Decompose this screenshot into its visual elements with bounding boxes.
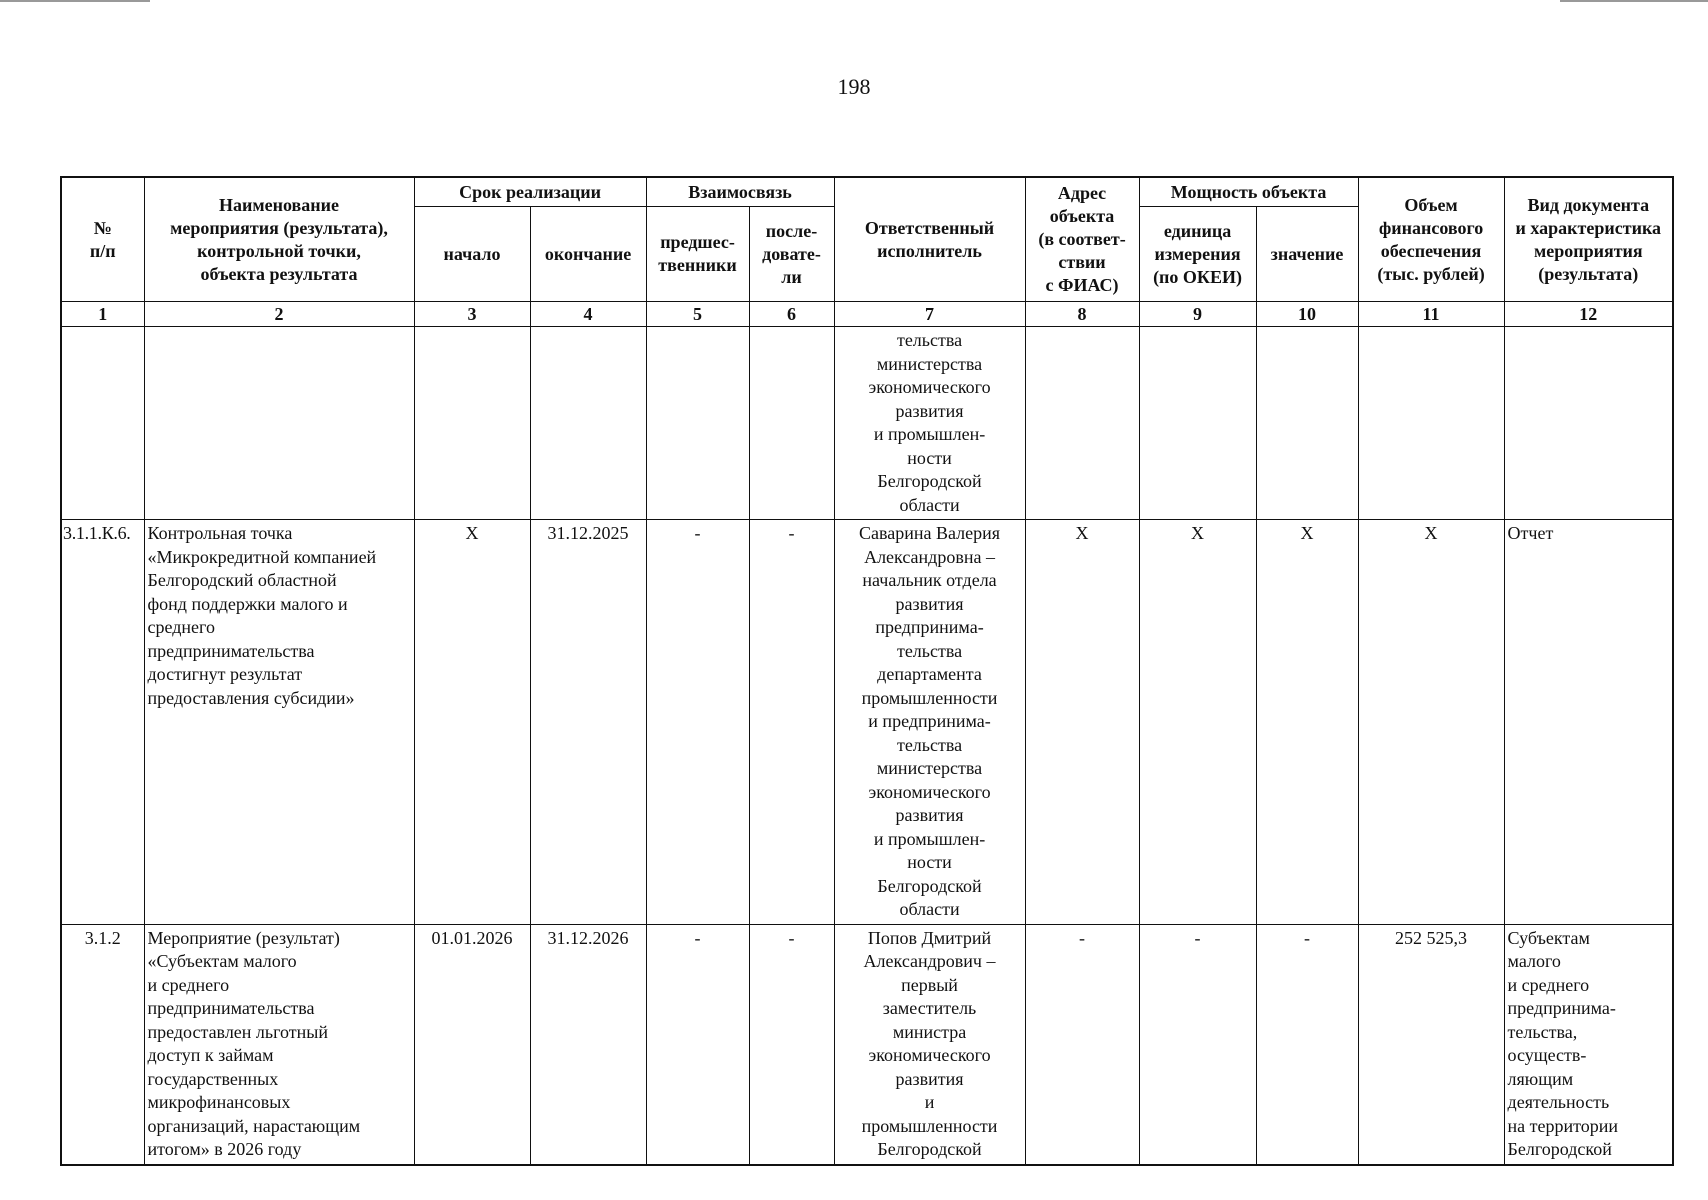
- header-col-name: Наименование мероприятия (результата), контрольной точки, объекта результата: [144, 177, 414, 302]
- cell-num: 3.1.2: [61, 924, 144, 1165]
- cell-start: 01.01.2026: [414, 924, 530, 1165]
- column-number-row: [61, 302, 1673, 327]
- cell-address: [1025, 327, 1139, 520]
- cell-num: [61, 327, 144, 520]
- header-col-successors: после- довате- ли: [749, 207, 834, 302]
- header-col-start: начало: [414, 207, 530, 302]
- cell-successors: -: [749, 924, 834, 1165]
- cell-name: Мероприятие (результат) «Субъектам малого и среднего предпринимательства предоставлен льготный доступ к займам государственных микрофинансовых организаций, нарастающим итогом» в 2026 году: [144, 924, 414, 1165]
- column-number: 7: [834, 302, 1025, 327]
- header-col-unit: единица измерения (по ОКЕИ): [1139, 207, 1256, 302]
- cell-end: 31.12.2025: [530, 520, 646, 925]
- cell-successors: [749, 327, 834, 520]
- cell-responsible: Саварина Валерия Александровна – начальник отдела развития предпринима- тельства департамента промышленности и предпринима- тельства министерства экономического развития и промышлен- ности Белгородской области: [834, 520, 1025, 925]
- cell-unit: [1139, 327, 1256, 520]
- header-group-link: Взаимосвязь: [646, 177, 834, 207]
- header-group-power: Мощность объекта: [1139, 177, 1358, 207]
- header-group-term: Срок реализации: [414, 177, 646, 207]
- cell-successors: -: [749, 520, 834, 925]
- cell-document: [1504, 327, 1673, 520]
- activity-table: [60, 176, 1674, 1166]
- header-col-responsible: Ответственный исполнитель: [834, 177, 1025, 302]
- table-row-continuation: [61, 327, 1673, 520]
- column-number: 5: [646, 302, 749, 327]
- cell-financing: [1358, 327, 1504, 520]
- cell-num: 3.1.1.К.6.: [61, 520, 144, 925]
- cell-financing: 252 525,3: [1358, 924, 1504, 1165]
- cell-value: X: [1256, 520, 1358, 925]
- column-number: 12: [1504, 302, 1673, 327]
- cell-value: -: [1256, 924, 1358, 1165]
- column-number: 11: [1358, 302, 1504, 327]
- cell-document: Отчет: [1504, 520, 1673, 925]
- cell-predecessors: -: [646, 520, 749, 925]
- column-number: 3: [414, 302, 530, 327]
- cell-predecessors: -: [646, 924, 749, 1165]
- cell-address: X: [1025, 520, 1139, 925]
- table-row-3-1-1-k6: [61, 520, 1673, 925]
- top-rule-left: [0, 0, 150, 2]
- cell-responsible: тельства министерства экономического развития и промышлен- ности Белгородской области: [834, 327, 1025, 520]
- column-number: 6: [749, 302, 834, 327]
- header-col-end: окончание: [530, 207, 646, 302]
- cell-end: 31.12.2026: [530, 924, 646, 1165]
- cell-name: [144, 327, 414, 520]
- header-row-1: [61, 177, 1673, 207]
- header-col-value: значение: [1256, 207, 1358, 302]
- cell-start: X: [414, 520, 530, 925]
- cell-document: Субъектам малого и среднего предпринима- тельства, осуществ- ляющим деятельность на территории Белгородской: [1504, 924, 1673, 1165]
- cell-name: Контрольная точка «Микрокредитной компанией Белгородский областной фонд поддержки малого и среднего предпринимательства достигнут результат предоставления субсидии»: [144, 520, 414, 925]
- header-col-address: Адрес объекта (в соответ- ствии с ФИАС): [1025, 177, 1139, 302]
- cell-address: -: [1025, 924, 1139, 1165]
- header-col-document: Вид документа и характеристика мероприятия (результата): [1504, 177, 1673, 302]
- top-rule-right: [1560, 0, 1708, 2]
- cell-start: [414, 327, 530, 520]
- header-col-predecessors: предшес- твенники: [646, 207, 749, 302]
- column-number: 4: [530, 302, 646, 327]
- header-col-financing: Объем финансового обеспечения (тыс. рублей): [1358, 177, 1504, 302]
- column-number: 1: [61, 302, 144, 327]
- cell-unit: -: [1139, 924, 1256, 1165]
- cell-value: [1256, 327, 1358, 520]
- cell-unit: X: [1139, 520, 1256, 925]
- cell-financing: X: [1358, 520, 1504, 925]
- cell-end: [530, 327, 646, 520]
- header-col-num: № п/п: [61, 177, 144, 302]
- cell-predecessors: [646, 327, 749, 520]
- page-number: 198: [837, 74, 871, 99]
- column-number: 9: [1139, 302, 1256, 327]
- column-number: 8: [1025, 302, 1139, 327]
- cell-responsible: Попов Дмитрий Александрович – первый заместитель министра экономического развития и промышленности Белгородской: [834, 924, 1025, 1165]
- table-row-3-1-2: [61, 924, 1673, 1165]
- column-number: 10: [1256, 302, 1358, 327]
- column-number: 2: [144, 302, 414, 327]
